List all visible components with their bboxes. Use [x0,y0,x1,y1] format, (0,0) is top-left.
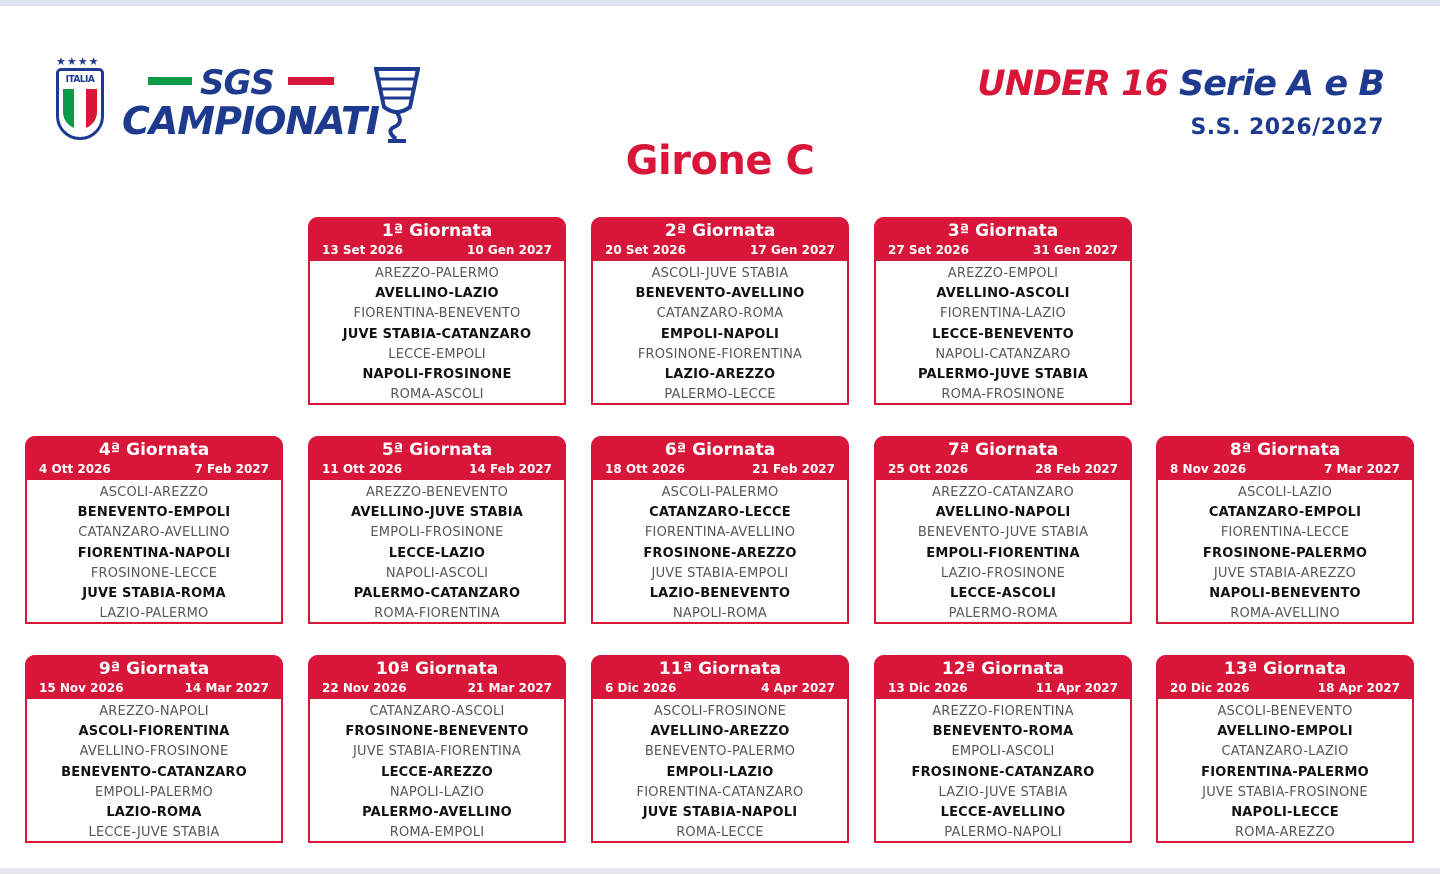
match: JUVE STABIA-EMPOLI [651,565,789,581]
round-9-card [25,655,283,843]
match: ROMA-LECCE [676,825,764,841]
round-header [310,219,564,261]
match: PALERMO-LECCE [664,387,776,403]
match-list [1158,699,1412,843]
match: BENEVENTO-JUVE STABIA [917,525,1089,541]
match: NAPOLI-CATANZARO [935,346,1071,362]
first-leg-date: 20 Set 2026 [605,243,686,257]
round-13-card [1156,655,1414,843]
match: AVELLINO-JUVE STABIA [350,505,524,521]
match: AREZZO-BENEVENTO [365,485,509,500]
round-header [876,438,1130,480]
match: JUVE STABIA-NAPOLI [642,804,798,820]
match: NAPOLI-ROMA [672,606,768,622]
match: BENEVENTO-EMPOLI [77,505,231,521]
match: FROSINONE-BENEVENTO [345,724,529,740]
group-title: Girone C [625,138,815,184]
match: FIORENTINA-AVELLINO [644,525,796,541]
red-stripe [288,77,334,85]
match-list [310,261,564,405]
match: ROMA-ASCOLI [390,387,484,403]
round-header [310,438,564,480]
match: AVELLINO-ASCOLI [936,286,1070,302]
match: AVELLINO-NAPOLI [935,505,1071,521]
second-leg-date: 17 Gen 2027 [750,243,835,257]
match: LAZIO-JUVE STABIA [938,784,1068,800]
match: NAPOLI-FROSINONE [362,366,512,382]
match: LAZIO-PALERMO [99,606,209,622]
match: FIORENTINA-BENEVENTO [353,306,521,322]
match: AREZZO-NAPOLI [99,704,209,719]
round-7-card [874,436,1132,624]
round-11-card [591,655,849,843]
first-leg-date: 4 Ott 2026 [39,462,111,476]
match: NAPOLI-LECCE [1231,804,1339,820]
first-leg-date: 25 Ott 2026 [888,462,969,476]
match: ROMA-AREZZO [1235,825,1335,841]
round-4-card [25,436,283,624]
round-header [1158,657,1412,699]
round-header [310,657,564,699]
round-header [27,657,281,699]
match: AREZZO-PALERMO [375,266,499,281]
round-header [1158,438,1412,480]
round-2-card [591,217,849,405]
match: AVELLINO-AREZZO [650,724,790,740]
match: LECCE-AVELLINO [940,804,1066,820]
match: JUVE STABIA-ROMA [82,585,226,601]
match: LAZIO-FROSINONE [940,565,1066,581]
second-leg-date: 7 Mar 2027 [1323,462,1400,476]
first-leg-date: 27 Set 2026 [888,243,969,257]
match: CATANZARO-EMPOLI [1208,505,1362,521]
series-label: Serie A e B [1179,64,1384,104]
match: LECCE-AREZZO [381,764,493,780]
match: LAZIO-BENEVENTO [649,585,791,601]
second-leg-date: 21 Mar 2027 [467,681,552,695]
match-list [593,480,847,624]
match: EMPOLI-ASCOLI [951,744,1055,760]
round-1-card [308,217,566,405]
round-title: 5ª Giornata [381,440,493,460]
match: JUVE STABIA-AREZZO [1213,565,1357,581]
match-list [593,261,847,405]
round-title: 7ª Giornata [947,440,1059,460]
round-title: 11ª Giornata [658,659,782,679]
round-10-card [308,655,566,843]
match: ASCOLI-FIORENTINA [78,724,230,740]
first-leg-date: 15 Nov 2026 [39,681,124,695]
match: CATANZARO-ROMA [656,306,784,322]
match: AREZZO-CATANZARO [931,485,1074,500]
first-leg-date: 20 Dic 2026 [1170,681,1250,695]
round-title: 6ª Giornata [664,440,776,460]
figc-shield-icon [56,68,104,140]
match-list [27,480,281,624]
match: EMPOLI-FROSINONE [370,525,504,541]
shield-label: ITALIA [65,74,95,85]
second-leg-date: 31 Gen 2027 [1033,243,1118,257]
round-12-card [874,655,1132,843]
round-title: 3ª Giornata [947,221,1059,241]
match: LECCE-ASCOLI [949,585,1057,601]
trophy-icon [374,67,420,143]
match: AREZZO-FIORENTINA [932,704,1074,719]
match: FROSINONE-FIORENTINA [637,346,803,362]
match: NAPOLI-BENEVENTO [1209,585,1361,601]
match: ASCOLI-BENEVENTO [1217,704,1353,719]
round-header [876,657,1130,699]
match: ROMA-FROSINONE [941,387,1065,403]
first-leg-date: 8 Nov 2026 [1170,462,1247,476]
round-title: 9ª Giornata [98,659,210,679]
match: PALERMO-ROMA [948,606,1058,622]
match: LECCE-JUVE STABIA [88,825,220,841]
match: FROSINONE-CATANZARO [911,764,1095,780]
match: BENEVENTO-ROMA [932,724,1074,740]
match: BENEVENTO-AVELLINO [635,286,805,302]
round-header [876,219,1130,261]
italian-flag-icon [63,89,97,129]
match: FROSINONE-PALERMO [1202,545,1368,561]
match: CATANZARO-ASCOLI [369,704,505,719]
round-header [593,438,847,480]
match: NAPOLI-LAZIO [389,784,485,800]
match: NAPOLI-ASCOLI [385,565,489,581]
match: FIORENTINA-CATANZARO [636,784,804,800]
match: LECCE-EMPOLI [388,346,486,362]
match: ASCOLI-PALERMO [661,485,779,500]
match: FIORENTINA-PALERMO [1201,764,1369,780]
round-3-card [874,217,1132,405]
match: JUVE STABIA-CATANZARO [342,326,532,342]
match: FIORENTINA-LAZIO [940,306,1066,322]
match-list [593,699,847,843]
first-leg-date: 11 Ott 2026 [322,462,403,476]
match: ASCOLI-FROSINONE [653,704,787,719]
match: EMPOLI-NAPOLI [660,326,780,342]
match-list [876,261,1130,405]
first-leg-date: 13 Dic 2026 [888,681,968,695]
campionati-wordmark: CAMPIONATI [122,99,380,143]
match: ROMA-EMPOLI [389,825,485,841]
match: FIORENTINA-NAPOLI [77,545,231,561]
bottom-border [0,868,1440,874]
category-label: UNDER 16 [977,64,1168,104]
match: CATANZARO-LECCE [649,505,791,521]
round-title: 8ª Giornata [1229,440,1341,460]
match: ASCOLI-JUVE STABIA [651,266,789,281]
second-leg-date: 11 Apr 2027 [1035,681,1118,695]
round-header [593,219,847,261]
first-leg-date: 6 Dic 2026 [605,681,677,695]
match: EMPOLI-LAZIO [666,764,774,780]
match: AREZZO-EMPOLI [947,266,1059,281]
second-leg-date: 18 Apr 2027 [1317,681,1400,695]
match: JUVE STABIA-FROSINONE [1202,784,1368,800]
match: AVELLINO-FROSINONE [79,744,229,760]
round-title: 2ª Giornata [664,221,776,241]
match-list [310,699,564,843]
match: BENEVENTO-CATANZARO [61,764,247,780]
match: BENEVENTO-PALERMO [644,744,796,760]
second-leg-date: 28 Feb 2027 [1035,462,1118,476]
match: LAZIO-ROMA [106,804,202,820]
match: FROSINONE-LECCE [90,565,218,581]
round-8-card [1156,436,1414,624]
round-title: 4ª Giornata [98,440,210,460]
green-stripe [148,77,192,85]
round-header [593,657,847,699]
match: LECCE-LAZIO [388,545,486,561]
match-list [1158,480,1412,624]
round-5-card [308,436,566,624]
second-leg-date: 4 Apr 2027 [761,681,835,695]
match: CATANZARO-LAZIO [1221,744,1349,760]
round-title: 10ª Giornata [375,659,499,679]
match: FIORENTINA-LECCE [1220,525,1350,541]
sgs-campionati-logo [52,55,432,145]
second-leg-date: 10 Gen 2027 [467,243,552,257]
round-header [27,438,281,480]
match-list [876,699,1130,843]
match: ASCOLI-LAZIO [1237,485,1333,500]
match: PALERMO-NAPOLI [944,825,1062,841]
second-leg-date: 14 Feb 2027 [469,462,552,476]
match: PALERMO-AVELLINO [362,804,512,820]
championship-title [977,64,1384,104]
match: LAZIO-AREZZO [664,366,776,382]
match-list [876,480,1130,624]
round-title: 1ª Giornata [381,221,493,241]
match: ROMA-AVELLINO [1230,606,1340,622]
match: PALERMO-CATANZARO [353,585,521,601]
round-title: 13ª Giornata [1223,659,1347,679]
match-list [27,699,281,843]
match: AVELLINO-LAZIO [375,286,499,302]
first-leg-date: 13 Set 2026 [322,243,403,257]
first-leg-date: 18 Ott 2026 [605,462,686,476]
match: EMPOLI-PALERMO [95,784,213,800]
season-label: S.S. 2026/2027 [1190,115,1384,140]
second-leg-date: 7 Feb 2027 [194,462,269,476]
sgs-wordmark: SGS [200,63,274,103]
match: PALERMO-JUVE STABIA [918,366,1088,382]
match-list [310,480,564,624]
match: FROSINONE-AREZZO [643,545,797,561]
match: EMPOLI-FIORENTINA [926,545,1080,561]
second-leg-date: 21 Feb 2027 [752,462,835,476]
match: LECCE-BENEVENTO [932,326,1074,342]
match: JUVE STABIA-FIORENTINA [352,744,522,760]
match: ASCOLI-AREZZO [99,485,209,500]
match: CATANZARO-AVELLINO [78,525,230,541]
second-leg-date: 14 Mar 2027 [184,681,269,695]
match: ROMA-FIORENTINA [374,606,500,622]
round-title: 12ª Giornata [941,659,1065,679]
round-6-card [591,436,849,624]
first-leg-date: 22 Nov 2026 [322,681,407,695]
top-border [0,0,1440,6]
match: AVELLINO-EMPOLI [1217,724,1353,740]
stars-icon: ★★★★ [56,55,100,68]
